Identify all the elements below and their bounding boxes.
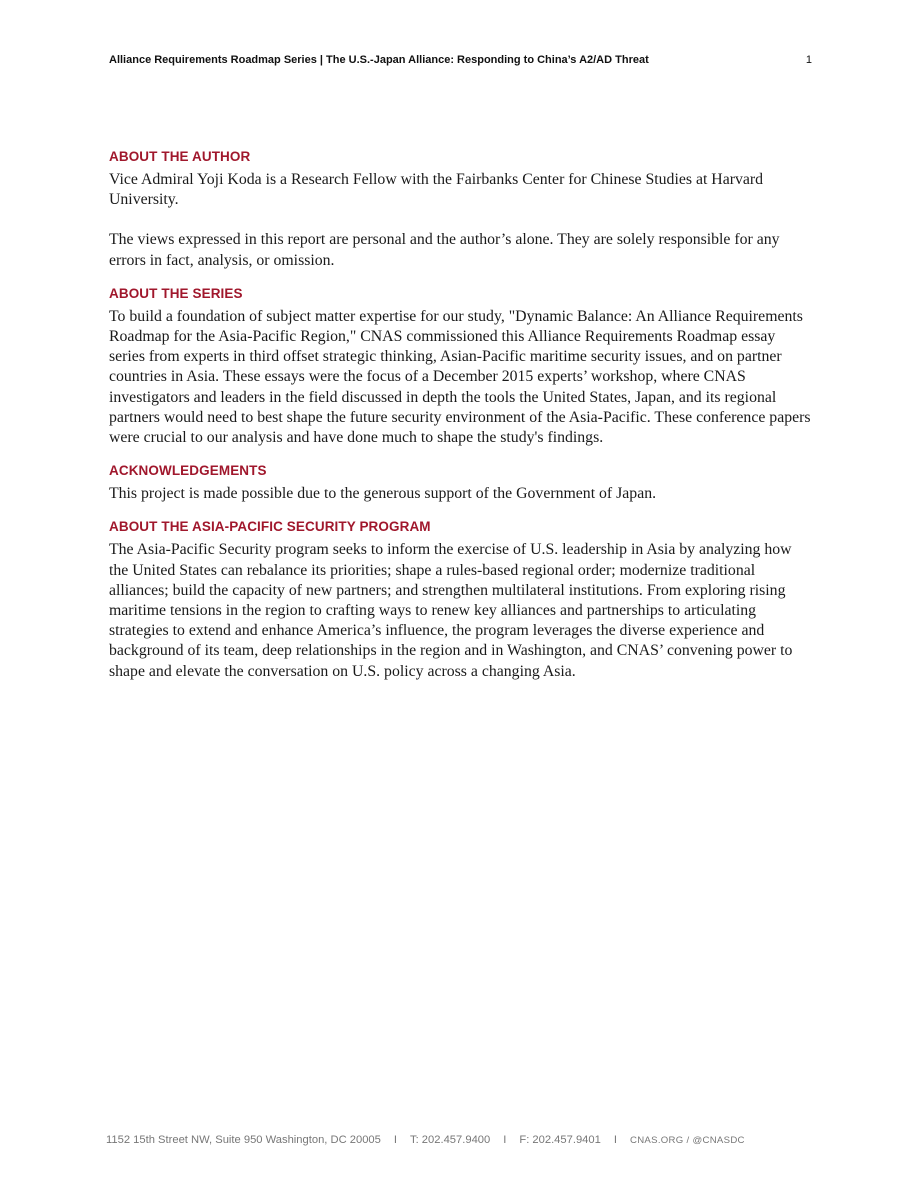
footer-address: 1152 15th Street NW, Suite 950 Washington, DC 20005 bbox=[106, 1134, 381, 1146]
section-heading: ABOUT THE AUTHOR bbox=[109, 149, 251, 164]
series-description: To build a foundation of subject matter expertise for our study, "Dynamic Balance: An Alliance Requirements Roadmap for the Asia-Pacific Region," CNAS commissioned this Alliance Requirements Roadmap essay series from experts in third offset strategic thinking, Asian-Pacific maritime security issues, and on partner countries in Asia. These essays were the focus of a December 2015 experts’ workshop, where CNAS investigators and leaders in the field discussed in depth the tools the United States, Japan, and its regional partners would need to best shape the future security environment of the Asia-Pacific. These conference papers were crucial to our analysis and have done much to shape the study's findings. bbox=[109, 307, 811, 447]
section-about-program bbox=[109, 518, 814, 681]
author-bio: Vice Admiral Yoji Koda is a Research Fellow with the Fairbanks Center for Chinese Studies at Harvard University. bbox=[109, 171, 764, 209]
section-acknowledgements bbox=[109, 462, 814, 504]
program-description: The Asia-Pacific Security program seeks to inform the exercise of U.S. leadership in Asia by analyzing how the United States can rebalance its priorities; shape a rules-based regional order; modernize traditional alliances; build the capacity of new partners; and strengthen multilateral institutions. From exploring rising maritime tensions in the region to crafting ways to renew key alliances and partnerships to articulating strategies to extend and enhance America’s influence, the program leverages the diverse experience and background of its team, deep relationships in the region and in Washington, and CNAS’ convening power to shape and elevate the conversation on U.S. policy across a changing Asia. bbox=[109, 541, 793, 680]
page-footer bbox=[106, 1134, 745, 1146]
footer-phone: T: 202.457.9400 bbox=[410, 1134, 491, 1146]
footer-web-link[interactable]: CNAS.ORG / @CNASDC bbox=[629, 1135, 745, 1146]
running-title: Alliance Requirements Roadmap Series | The U.S.-Japan Alliance: Responding to China’s A2/AD Threat bbox=[109, 54, 649, 66]
author-disclaimer: The views expressed in this report are personal and the author’s alone. They are solely responsible for any errors in fact, analysis, or omission. bbox=[109, 231, 780, 269]
section-heading: ACKNOWLEDGEMENTS bbox=[109, 463, 267, 479]
footer-separator: I bbox=[503, 1134, 507, 1146]
running-header bbox=[109, 54, 820, 66]
acknowledgements-text: This project is made possible due to the generous support of the Government of Japan. bbox=[109, 485, 657, 503]
footer-separator: I bbox=[393, 1134, 397, 1146]
section-about-series bbox=[109, 285, 814, 448]
footer-separator: I bbox=[613, 1134, 617, 1146]
page-number: 1 bbox=[805, 54, 812, 66]
section-heading: ABOUT THE ASIA-PACIFIC SECURITY PROGRAM bbox=[109, 519, 431, 535]
section-about-author bbox=[109, 148, 814, 271]
document-body bbox=[109, 148, 814, 696]
section-heading: ABOUT THE SERIES bbox=[109, 285, 243, 301]
footer-fax: F: 202.457.9401 bbox=[519, 1134, 601, 1146]
